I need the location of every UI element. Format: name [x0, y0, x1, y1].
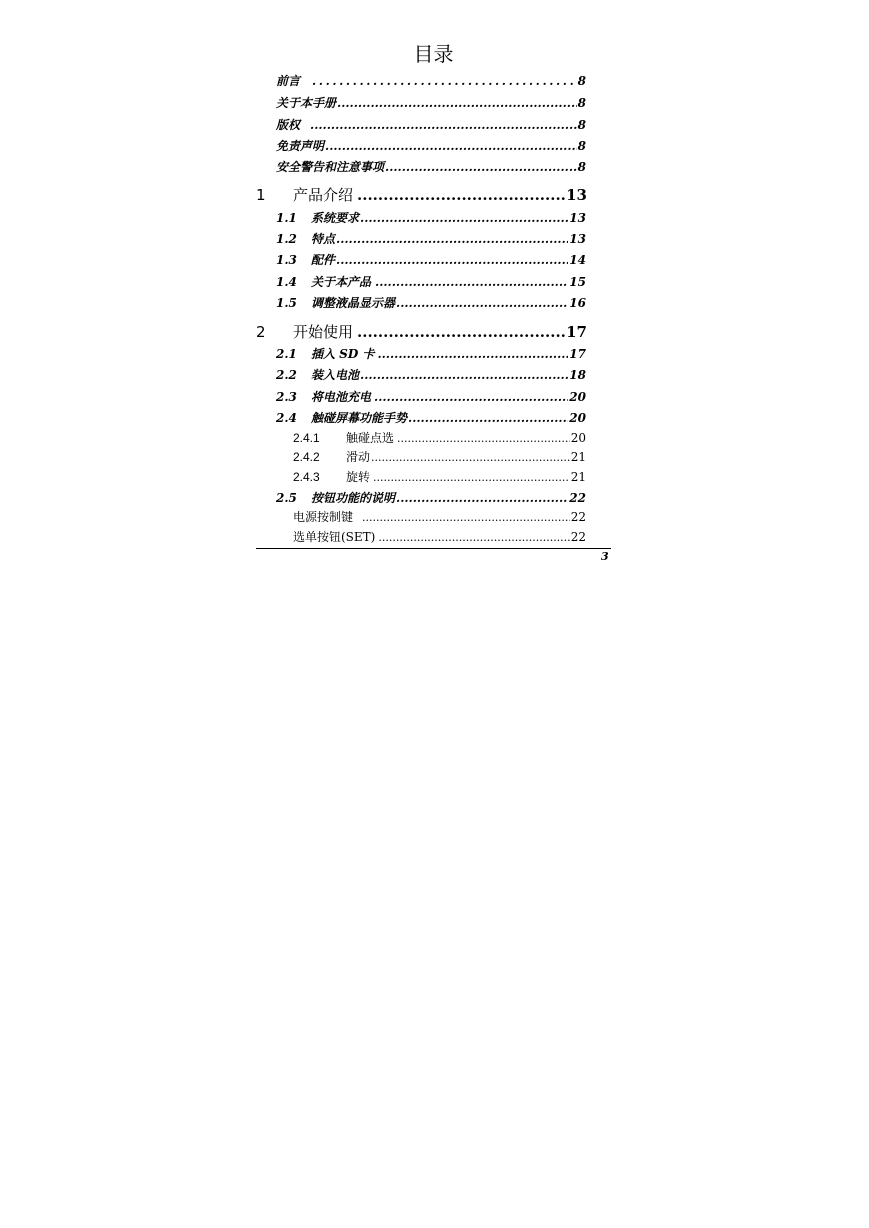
dot-leader — [408, 411, 568, 425]
subsection-title: 滑动 — [346, 450, 371, 464]
chapter-title: 开始使用 — [293, 323, 354, 341]
toc-item-power-key[interactable] — [293, 508, 586, 525]
subsection-page: 21 — [570, 450, 586, 464]
section-number: 1.1 — [276, 211, 297, 225]
toc-subsection-2-4-1[interactable] — [293, 429, 586, 446]
section-page: 13 — [569, 232, 586, 246]
section-title: 系统要求 — [311, 211, 360, 225]
section-page: 20 — [569, 390, 586, 404]
dot-leader — [312, 74, 577, 88]
toc-section-1-1[interactable] — [276, 209, 586, 226]
dot-leader — [385, 160, 577, 174]
dot-leader — [310, 118, 577, 132]
item-page: 22 — [570, 530, 586, 544]
section-title: 将电池充电 — [311, 390, 372, 404]
toc-entry-label: 免责声明 — [276, 139, 325, 153]
dot-leader — [397, 432, 570, 445]
toc-section-1-5[interactable] — [276, 294, 586, 311]
section-number: 1.5 — [276, 296, 297, 310]
section-title: 按钮功能的说明 — [311, 491, 396, 505]
dot-leader — [360, 368, 568, 382]
section-title: 触碰屏幕功能手势 — [311, 411, 408, 425]
item-page: 22 — [570, 510, 586, 524]
toc-entry-label: 安全警告和注意事项 — [276, 160, 385, 174]
chapter-page: 17 — [566, 323, 587, 341]
toc-item-menu-button[interactable] — [293, 528, 586, 545]
section-title: 关于本产品 — [311, 275, 372, 289]
item-title: 电源按制键 — [293, 510, 354, 524]
section-page: 14 — [569, 253, 586, 267]
section-number: 1.3 — [276, 253, 297, 267]
dot-leader — [373, 471, 570, 484]
section-title: 特点 — [311, 232, 336, 246]
subsection-title: 旋转 — [346, 470, 371, 484]
dot-leader — [378, 531, 569, 544]
dot-leader — [357, 323, 565, 341]
subsection-page: 20 — [570, 431, 586, 445]
section-title: 装入电池 — [311, 368, 360, 382]
toc-section-1-4[interactable] — [276, 273, 586, 290]
toc-chapter-1[interactable] — [256, 184, 587, 205]
dot-leader — [396, 491, 568, 505]
chapter-page: 13 — [566, 186, 587, 204]
subsection-number: 2.4.3 — [293, 470, 320, 484]
toc-subsection-2-4-2[interactable] — [293, 448, 586, 465]
chapter-number: 1 — [256, 186, 266, 204]
section-title: 配件 — [311, 253, 336, 267]
section-page: 15 — [569, 275, 586, 289]
toc-section-2-2[interactable] — [276, 366, 586, 383]
toc-entry-page: 8 — [577, 74, 586, 88]
toc-section-2-3[interactable] — [276, 388, 586, 405]
dot-leader — [336, 253, 568, 267]
section-page: 13 — [569, 211, 586, 225]
toc-entry-safety[interactable] — [276, 158, 586, 175]
toc-entry-page: 8 — [577, 118, 586, 132]
dot-leader — [371, 451, 570, 464]
toc-entry-copyright[interactable] — [276, 116, 586, 133]
footer-rule — [256, 548, 611, 549]
page-title: 目录 — [413, 42, 454, 66]
toc-entry-disclaimer[interactable] — [276, 137, 586, 154]
dot-leader — [336, 232, 568, 246]
section-page: 16 — [569, 296, 586, 310]
item-title: 选单按钮(SET) — [293, 530, 376, 544]
section-page: 22 — [569, 491, 586, 505]
section-page: 17 — [569, 347, 586, 361]
dot-leader — [362, 511, 570, 524]
toc-entry-label: 版权 — [276, 118, 301, 132]
toc-chapter-2[interactable] — [256, 321, 587, 342]
dot-leader — [377, 347, 568, 361]
section-number: 2.3 — [276, 390, 297, 404]
section-number: 2.2 — [276, 368, 297, 382]
section-number: 1.2 — [276, 232, 297, 246]
chapter-number: 2 — [256, 323, 266, 341]
toc-entry-about-manual[interactable] — [276, 94, 586, 111]
subsection-number: 2.4.1 — [293, 431, 320, 445]
section-page: 20 — [569, 411, 586, 425]
section-title: 插入 SD 卡 — [311, 347, 375, 361]
toc-section-2-4[interactable] — [276, 409, 586, 426]
section-number: 2.1 — [276, 347, 297, 361]
toc-entry-label: 关于本手册 — [276, 96, 337, 110]
page-number: 3 — [601, 550, 609, 563]
section-number: 2.5 — [276, 491, 297, 505]
section-title: 调整液晶显示器 — [311, 296, 396, 310]
toc-entry-page: 8 — [577, 96, 586, 110]
toc-section-1-2[interactable] — [276, 230, 586, 247]
subsection-page: 21 — [570, 470, 586, 484]
dot-leader — [325, 139, 577, 153]
dot-leader — [337, 96, 577, 110]
toc-entry-preface[interactable] — [276, 72, 586, 89]
dot-leader — [396, 296, 568, 310]
toc-entry-label: 前言 — [276, 74, 301, 88]
toc-entry-page: 8 — [577, 139, 586, 153]
subsection-number: 2.4.2 — [293, 450, 320, 464]
toc-section-2-1[interactable] — [276, 345, 586, 362]
toc-subsection-2-4-3[interactable] — [293, 468, 586, 485]
section-number: 2.4 — [276, 411, 297, 425]
dot-leader — [374, 390, 568, 404]
section-number: 1.4 — [276, 275, 297, 289]
subsection-title: 触碰点选 — [346, 431, 395, 445]
dot-leader — [375, 275, 568, 289]
toc-section-1-3[interactable] — [276, 251, 586, 268]
section-page: 18 — [569, 368, 586, 382]
dot-leader — [357, 186, 565, 204]
toc-section-2-5[interactable] — [276, 489, 586, 506]
dot-leader — [360, 211, 568, 225]
chapter-title: 产品介绍 — [293, 186, 354, 204]
toc-entry-page: 8 — [577, 160, 586, 174]
document-page — [256, 38, 611, 563]
